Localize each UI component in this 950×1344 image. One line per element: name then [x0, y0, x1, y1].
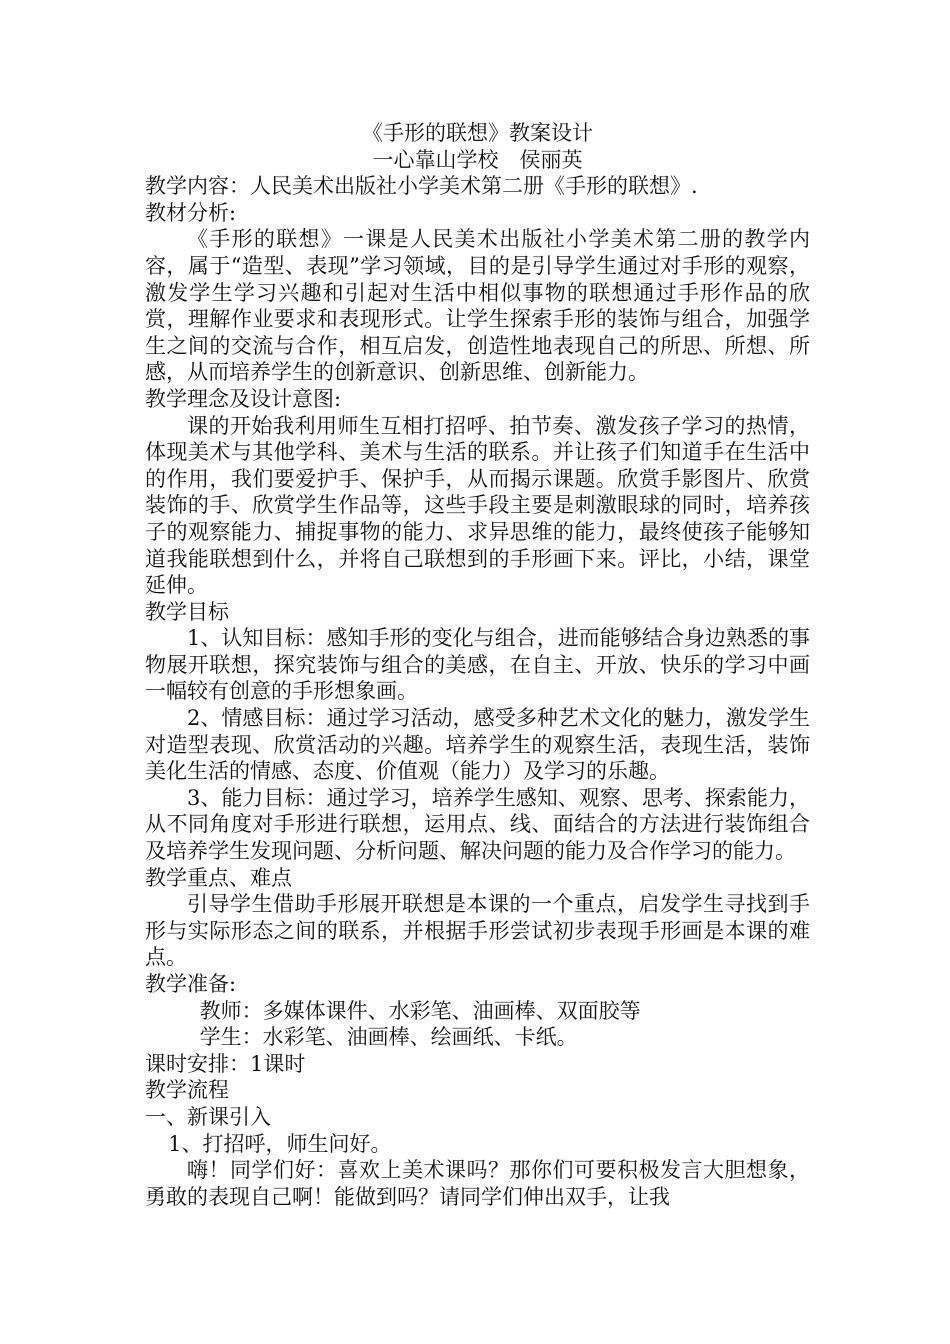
step-greeting: 1、打招呼，师生问好。: [168, 1131, 392, 1156]
prep-student: 学生：水彩笔、油画棒、绘画纸、卡纸。: [199, 1025, 578, 1050]
concept-paragraph: 课的开始我利用师生互相打招呼、拍节奏、激发孩子学习的热情，体现美术与其他学科、美术与生活的联系。并让孩子们知道手在生活中的作用，我们要爱护手、保护手，从而揭示课题。欣赏手影图片、欣赏装饰的手、欣赏学生作品等，这些手段主要是刺激眼球的同时，培养孩子的观察能力、捕捉事物的能力、求异思维的能力，最终使孩子能够知道我能联想到什么，并将自己联想到的手形画下来。评比，小结，课堂延伸。: [145, 413, 810, 598]
goals-heading: 教学目标: [145, 599, 229, 624]
document-title: 《手形的联想》教案设计: [362, 121, 593, 145]
content-line: 教学内容：人民美术出版社小学美术第二册《手形的联想》.: [145, 174, 698, 199]
schedule-line: 课时安排：1课时: [145, 1051, 306, 1076]
process-heading: 教学流程: [145, 1078, 229, 1103]
keypoints-heading: 教学重点、难点: [145, 865, 292, 890]
analysis-paragraph: 《手形的联想》一课是人民美术出版社小学美术第二册的教学内容，属于“造型、表现”学习领域，目的是引导学生通过对手形的观察，激发学生学习兴趣和引起对生活中相似事物的联想通过手形作品的欣赏，理解作业要求和表现形式。让学生探索手形的装饰与组合，加强学生之间的交流与合作，相互启发，创造性地表现自己的所思、所想、所感，从而培养学生的创新意识、创新思维、创新能力。: [145, 227, 810, 385]
step-greeting-text: 嗨！同学们好：喜欢上美术课吗？那你们可要积极发言大胆想象，勇敢的表现自己啊！能做到吗？请同学们伸出双手，让我: [145, 1158, 810, 1209]
section-intro: 一、新课引入: [145, 1104, 271, 1129]
keypoints-paragraph: 引导学生借助手形展开联想是本课的一个重点，启发学生寻找到手形与实际形态之间的联系，并根据手形尝试初步表现手形画是本课的难点。: [145, 892, 810, 970]
document-page: [145, 120, 810, 1210]
prep-teacher: 教师：多媒体课件、水彩笔、油画棒、双面胶等: [199, 998, 641, 1023]
author-line: 一心靠山学校 侯丽英: [372, 147, 583, 172]
analysis-heading: 教材分析:: [145, 200, 237, 225]
goal-ability: 3、能力目标：通过学习，培养学生感知、观察、思考、探索能力，从不同角度对手形进行联想，运用点、线、面结合的方法进行装饰组合及培养学生发现问题、分析问题、解决问题的能力及合作学习的能力。: [145, 785, 810, 864]
concept-heading: 教学理念及设计意图:: [145, 386, 342, 411]
goal-emotional: 2、情感目标：通过学习活动，感受多种艺术文化的魅力，激发学生对造型表现、欣赏活动的兴趣。培养学生的观察生活，表现生活，装饰美化生活的情感、态度、价值观（能力）及学习的乐趣。: [145, 706, 810, 784]
prep-heading: 教学准备:: [145, 972, 237, 996]
goal-cognitive: 1、认知目标：感知手形的变化与组合，进而能够结合身边熟悉的事物展开联想，探究装饰与组合的美感，在自主、开放、快乐的学习中画一幅较有创意的手形想象画。: [145, 626, 810, 704]
